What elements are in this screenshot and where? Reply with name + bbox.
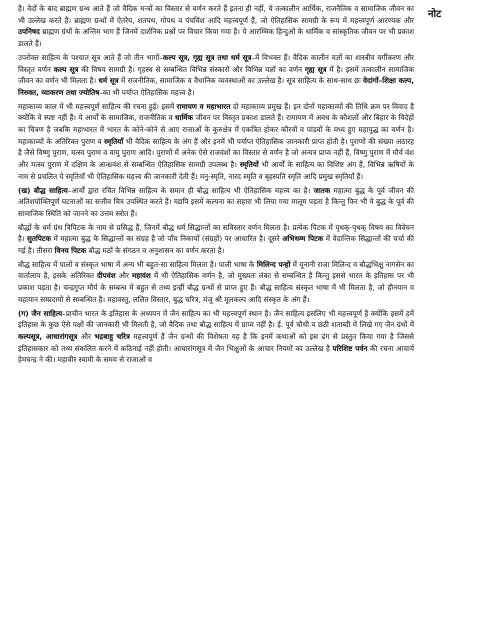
- text-run: और: [115, 271, 132, 281]
- paragraph-mahakavya: [18, 101, 414, 183]
- text-run: में राजनीतिक, सामाजिक व वैधानिक व्यवस्थाओं का उल्लेख है। सूत्र साहित्य के साथ-साथ छः: [118, 76, 364, 86]
- text-run: और: [77, 331, 95, 341]
- text-run: जीवन पर विस्तृत प्रकाश डालते हैं। रामायण में अवध के कौशलों और बिहार के विदेहों का चित्रण है जबकि महाभारत में भारत के कोने-कोने से आए राजाओं के कुरुक्षेत्र में एकत्रित होकर कौरवों व पांडवों के मध्य हुए महायुद्ध का वर्णन है। महाकाव्यों के अतिरिक्त पुराण व: [18, 113, 414, 146]
- text-run-bold: महावंश: [131, 271, 151, 281]
- text-run-bold: अभिधम्म पिटक: [282, 234, 324, 244]
- text-run: दो महाकाव्य प्रमुख हैं। इन दोनों महाकाव्यों की तिथि क्रम पर विवाद है क्योंकि वे स्पष्ट नहीं हैं। ये आर्यों के सामाजिक, राजनीतिक व: [18, 101, 414, 123]
- paragraph-buddhist: [18, 185, 414, 220]
- text-run: है। वेदों के बाद ब्राह्मण ग्रन्थ आते हैं जो वैदिक मन्त्रों का विस्तार से वर्णन करते हैं इतना ही नहीं, ये तत्कालीन आर्थिक, राजनैतिक व सामाजिक जीवन का भी उल्लेख करते हैं। ब्राह्मण ग्रन्थों में ऐतरेय, शतपथ, गोपथ व पंचविंश आदि महत्त्वपूर्ण हैं, जो ऐतिहासिक सामग्री के रूप में महत्त्वपूर्ण आरण्यक और: [18, 4, 414, 25]
- text-run: महाकाव्य काल में भी महत्त्वपूर्ण साहित्य की रचना हुई। इसमें: [18, 101, 177, 111]
- text-run: महत्त्वपूर्ण हैं जैन ग्रन्थों की विशेषता यह है कि इनमें कथाओं को इस ढंग से प्रस्तुत किया गया है जिससे इतिहासकार को तथ्य संकलित करने में कठिनाई नहीं होती। आचारांगसूत्र में जैन भिक्षुओं के आचार नियमों का उल्लेख है: [18, 331, 414, 353]
- text-run: में वेदान्तिक सिद्धान्तों की चर्चा की गई है। तीसरा: [18, 234, 414, 256]
- text-run: में यूनानी राजा मिलिन्द व बौद्धभिक्षु नागसेन का वार्तालाप है, इसके अतिरिक्त: [18, 259, 415, 281]
- text-run-bold: उपनिषद: [18, 27, 40, 37]
- text-run: –प्राचीन भारत के इतिहास के अध्ययन में जैन साहित्य का भी महत्त्वपूर्ण स्थान है। जैन साहित्य इसलिए भी महत्त्वपूर्ण है क्योंकि इसमें हमें इतिहास के कुछ ऐसे पक्षों की जानकारी भी मिलती है, जो वैदिक तथा बौद्ध साहित्य में प्राप्य नहीं है। ई. पूर्व चौथी व छठी शताब्दी में लिखे गए जैन ग्रंथों में: [18, 308, 414, 330]
- text-run: में भी ऐतिहासिक वर्णन है, जो मुख्यतः लंका से सम्बन्धित है किन्तु इससे भारत के इतिहास पर भी प्रकाश पड़ता है। चन्द्रगुप्त मौर्य के सम्बन्ध में बहुत से तथ्य इन्हीं बौद्ध ग्रन्थों से प्राप्त हुए हैं। बौद्ध साहित्य संस्कृत भाषा में भी मिलता है, जो हीनयान व महायान सम्प्रदायों से सम्बन्धित है। महावस्तु, ललित विस्तार, बुद्ध चरित्र, मंजु श्री मूलकल्प आदि संस्कृत के अंग हैं।: [18, 271, 414, 304]
- text-run: ब्राह्मण ग्रंथों के अन्तिम भाग हैं जिनमें दार्शनिक प्रश्नों पर विचार किया गया है। ये आरम्भिक हिन्दुओं के धार्मिक व सांस्कृतिक जीवन पर भी प्रकाश डालते हैं।: [18, 27, 414, 49]
- paragraph-pali: [18, 259, 414, 306]
- text-run-bold: सुतपिटक: [27, 234, 52, 244]
- text-run: बौद्धों के धर्म ग्रंथ त्रिपिटक के नाम से प्रसिद्ध हैं, जिनमें बौद्ध धर्म सिद्धान्तों का सविस्तार वर्णन मिलता है। प्रत्येक पिटक में पृथक्-पृथक् विषय का विवेचन है।: [18, 222, 414, 244]
- document-body: [18, 3, 414, 368]
- text-run-bold: धार्मिक: [175, 113, 193, 123]
- text-run-bold: परिशिष्ट पर्वन: [332, 343, 368, 353]
- section-heading-jain: (ग) जैन साहित्य: [18, 308, 63, 318]
- paragraph-sutra: [18, 52, 414, 99]
- text-run: की रचना आचार्य हेमचन्द्र ने की। महावीर स्वामी के समय से राजाओं व: [18, 343, 415, 365]
- text-run: भी आर्यों के साहित्य का विशिष्ट अंग हैं, विभिन्न ऋषियों के नाम से प्रचलित ये स्मृतियाँ भी ऐतिहासिक महत्त्व की जानकारी देती हैं। मनु-स्मृति, नारद स्मृति व बृहस्पति स्मृति आदि प्रमुख स्मृतियाँ हैं।: [18, 160, 414, 181]
- text-run-bold: भद्रबाहु चरित्र: [94, 331, 130, 341]
- text-run-bold: विनय पिटक: [54, 246, 87, 256]
- text-run: की विषय सामग्री है। गृहस्थ से सम्बन्धित विभिन्न संस्कारों और विभिन्न यज्ञों का वर्णन: [78, 64, 305, 74]
- margin-note-label: नोट: [428, 9, 442, 20]
- text-run-bold: धर्म सूत्र: [98, 76, 119, 86]
- text-run-bold: स्मृतियाँ: [104, 136, 124, 146]
- paragraph-tripitaka: [18, 222, 414, 257]
- text-run-bold: कल्प सूत्र, गृह्य सूत्र तथा धर्म सूत्र: [162, 52, 252, 62]
- text-run: महात्मा बुद्ध के पूर्व जीवन की अतिशयोक्तिपूर्ण घटनाओं का सजीव चित्र उपस्थित करते हैं। यद्यपि इसमें कल्पना का सहारा भी लिया गया मालूम पड़ता है किन्तु फिर भी ये बुद्ध के पूर्व की सामाजिक स्थिति को जानने का उत्तम स्त्रोत हैं।: [18, 185, 414, 218]
- section-heading-buddhist: (ख) बौद्ध साहित्य: [18, 185, 68, 195]
- text-run-bold: जातक: [313, 185, 331, 195]
- paragraph-brahmana: [18, 3, 414, 50]
- text-run-bold: कल्पसूत्र, आचारांगसूत्र: [18, 331, 78, 341]
- text-run: –में विभक्त हैं। वैदिक कालीन यज्ञों का शास्त्रीय वर्गीकरण और विस्तृत वर्णन: [18, 52, 414, 74]
- text-run: बौद्ध मठों के संगठन व अनुशासन का वर्णन करता है।: [86, 246, 225, 256]
- text-run-bold: स्मृतियों: [239, 160, 259, 170]
- text-run: बौद्ध साहित्य में पालों व संस्कृत भाषा में अन्य भी बहुत-सा साहित्य मिलता है। पाली भाषा के: [18, 259, 257, 269]
- text-run: –का भी पर्याप्त ऐतिहासिक महत्त्व है।: [99, 87, 195, 97]
- text-run-bold: मिलिन्द पन्हों: [256, 259, 291, 269]
- text-run: में महात्मा बुद्ध के सिद्धान्तों का संग्रह है जो पाँच निकायों (संग्रहों) पर आधारित है। दूसरे: [51, 234, 283, 244]
- text-run-bold: वेदांगों–शिक्षा कल्प, निरुक्त, व्याकरण तथा ज्योतिष: [18, 76, 414, 97]
- text-run: भी वैदिक साहित्य के अंग हैं और इनमें भी पर्याप्त ऐतिहासिक जानकारी प्राप्त होती है। पुराणों की संख्या अठारह है जैसे विष्णु पुराण, मत्स्य पुराण व वायु पुराण आदि। पुराणों में अनेक ऐसे राजवंशों का विस्तार से वर्णन है जो अन्यत्र प्राप्य नहीं हैं, विष्णु पुराण में मौर्य वंश और मत्स्य पुराण में दक्षिण के आन्ध्रवंश से सम्बन्धित ऐतिहासिक सामग्री उपलब्ध है।: [18, 136, 414, 170]
- text-run-bold: रामायण व महाभारत: [176, 101, 231, 111]
- text-run-bold: गृह्य सूत्र: [304, 64, 327, 74]
- paragraph-jain: [18, 308, 414, 367]
- text-run: –आर्यों द्वारा रचित विभिन्न साहित्य के समान ही बौद्ध साहित्य भी ऐतिहासिक महत्त्व का है।: [67, 185, 314, 195]
- text-run: उपरोक्त साहित्य के पश्चात सूत्र आते हैं जो तीन भागों–: [18, 52, 163, 62]
- text-run: में है। इसमें तत्कालीन सामाजिक जीवन का वर्णन भी मिलता है।: [18, 64, 415, 86]
- text-run-bold: कल्प सूत्र: [53, 64, 79, 74]
- text-run-bold: दीपवंश: [96, 271, 116, 281]
